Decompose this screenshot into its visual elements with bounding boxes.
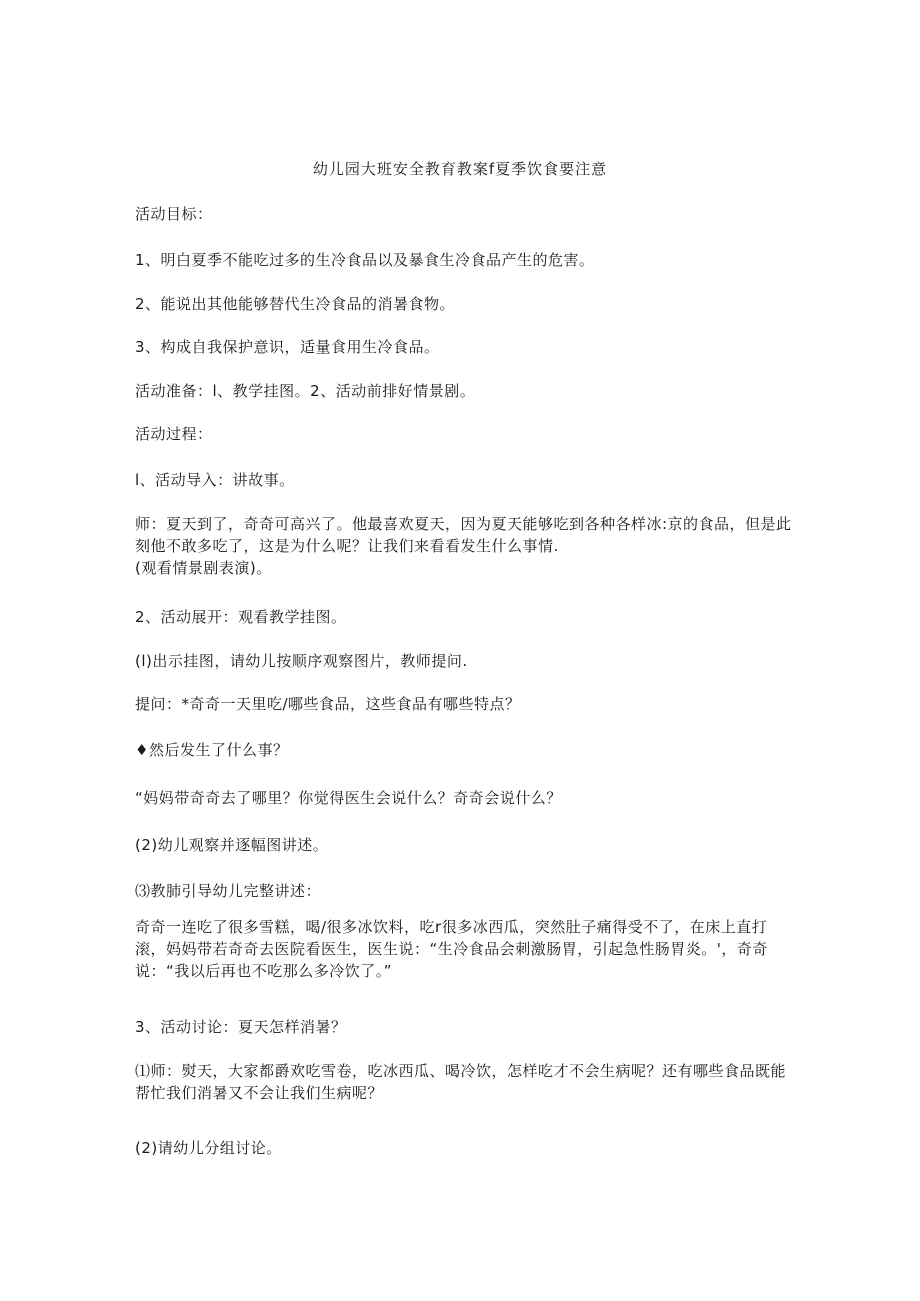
paragraph-question-2: ♦然后发生了什么事？ <box>135 741 289 759</box>
paragraph-step-2-2: (2)幼儿观察并逐幅图讲述。 <box>135 836 329 854</box>
paragraph-goal-2: 2、能说出其他能够替代生冷食品的消暑食物。 <box>135 295 456 313</box>
paragraph-goal-1: 1、明白夏季不能吃过多的生冷食品以及暴食生冷食品产生的危害。 <box>135 251 595 269</box>
paragraph-step-3-1: ⑴师：熨天，大家都爵欢吃雪卷，吃冰西瓜、喝冷饮，怎样吃才不会生病呢？还有哪些食品既能帮忙我们消暑又不会让我们生病呢？ <box>135 1062 787 1102</box>
paragraph-question-1: 提问：*奇奇一天里吃/哪些食品，这些食品有哪些特点？ <box>135 695 521 713</box>
paragraph-question-3: “妈妈带奇奇去了哪里？你觉得医生会说什么？奇奇会说什么？ <box>135 789 562 807</box>
paragraph-goals-heading: 活动目标： <box>135 205 213 223</box>
paragraph-step-2: 2、活动展开：观看教学挂图。 <box>135 608 347 626</box>
document-title: 幼儿园大班安全教育教案f夏季饮食要注意 <box>312 160 608 178</box>
paragraph-teacher-story: 师：夏天到了，奇奇可高兴了。他最喜欢夏天，因为夏天能够吃到各种各样冰:京的食品，但是此刻他不敢多吃了，这是为什么呢？让我们来看看发生什么事情. (观看情景剧表演)。 <box>135 515 792 577</box>
paragraph-goal-3: 3、构成自我保护意识，适量食用生冷食品。 <box>135 338 440 356</box>
paragraph-process-heading: 活动过程： <box>135 425 213 443</box>
paragraph-step-1: l、活动导入：讲故事。 <box>135 471 295 489</box>
paragraph-preparation: 活动准备：l、教学挂图。2、活动前排好情景剧。 <box>135 382 476 400</box>
paragraph-step-3-2: (2)请幼儿分组讨论。 <box>135 1139 282 1157</box>
paragraph-step-3: 3、活动讨论：夏天怎样消暑？ <box>135 1018 347 1036</box>
paragraph-step-2-1: (l)出示挂图，请幼儿按顺序观察图片，教师提问. <box>135 652 468 670</box>
paragraph-story-summary: 奇奇一连吃了很多雪糕，喝/很多冰饮料，吃r很多冰西瓜，突然肚子痛得受不了，在床上直打滚，妈妈带若奇奇去医院看医生，医生说：“生冷食品会刺激肠胃，引起急性肠胃炎。'，奇奇说：“我以后再也不吃那么多冷饮了。” <box>135 918 768 980</box>
paragraph-step-2-3: ⑶教肺引导幼儿完整讲述： <box>135 882 322 900</box>
